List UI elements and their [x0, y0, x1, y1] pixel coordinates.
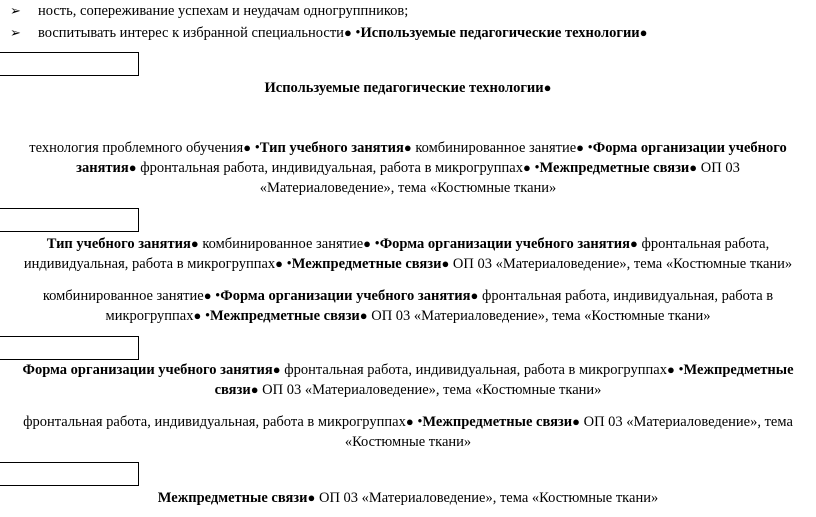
- bullet-text: ность, сопереживание успехам и неудачам одногруппников;: [38, 3, 409, 19]
- bullet-dot-icon: •: [355, 25, 361, 41]
- bullet-text: воспитывать интерес к избранной специальности: [38, 25, 344, 41]
- empty-text-box: [0, 52, 139, 76]
- paragraph-4: Форма организации учебного занятия● фронтальная работа, индивидуальная, работа в микрогруппах● •Межпредметные связи● ОП 03 «Материаловедение», тема «Костюмные ткани»: [22, 362, 794, 398]
- dot-icon: ●: [639, 25, 648, 40]
- arrow-bullet-icon: ➢: [10, 3, 21, 18]
- paragraph-5: фронтальная работа, индивидуальная, работа в микрогруппах● •Межпредметные связи● ОП 03 «Материаловедение», тема «Костюмные ткани»: [23, 414, 793, 450]
- empty-text-box: [0, 336, 139, 360]
- paragraph-3: комбинированное занятие● •Форма организации учебного занятия● фронтальная работа, индивидуальная, работа в микрогруппах● •Межпредметные связи● ОП 03 «Материаловедение», тема «Костюмные ткани»: [42, 288, 774, 324]
- heading-technologies: Используемые педагогические технологии●: [264, 80, 552, 96]
- empty-text-box: [0, 462, 139, 486]
- bullet-item-2: [10, 24, 648, 42]
- paragraph-1: технология проблемного обучения● •Тип учебного занятия● комбинированное занятие● •Форма организации учебного занятия● фронтальная работа, индивидуальная, работа в микрогруппах● •Межпредметные связи● ОП 03 «Материаловедение», тема «Костюмные ткани»: [29, 140, 787, 196]
- empty-text-box: [0, 208, 139, 232]
- paragraph-2: Тип учебного занятия● комбинированное занятие● •Форма организации учебного занятия● фронтальная работа, индивидуальная, работа в микрогруппах● •Межпредметные связи● ОП 03 «Материаловедение», тема «Костюмные ткани»: [23, 236, 793, 272]
- bullet-item-1: [10, 2, 408, 20]
- paragraph-6: Межпредметные связи● ОП 03 «Материаловедение», тема «Костюмные ткани»: [157, 490, 659, 506]
- arrow-bullet-icon: ➢: [10, 25, 21, 40]
- dot-icon: ●: [343, 25, 352, 40]
- tech-label: Используемые педагогические технологии: [360, 25, 640, 41]
